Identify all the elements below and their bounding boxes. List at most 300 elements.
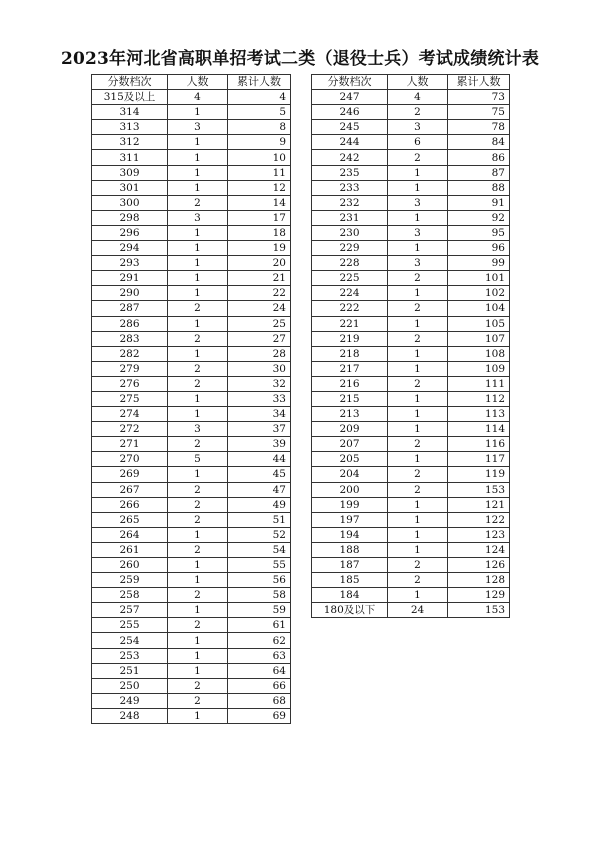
cell-count: 1 [168, 573, 228, 588]
table-header-row [92, 75, 291, 90]
cell-cumulative: 96 [448, 241, 510, 256]
cell-score-band: 301 [92, 180, 168, 195]
cell-cumulative: 24 [228, 301, 291, 316]
cell-score-band: 194 [312, 527, 388, 542]
cell-count: 1 [388, 210, 448, 225]
cell-cumulative: 153 [448, 603, 510, 618]
table-row [92, 452, 291, 467]
table-row [312, 316, 510, 331]
cell-count: 2 [168, 512, 228, 527]
table-row [92, 422, 291, 437]
cell-count: 2 [388, 558, 448, 573]
cell-score-band: 247 [312, 90, 388, 105]
table-row [92, 558, 291, 573]
cell-count: 1 [168, 648, 228, 663]
cell-count: 2 [388, 482, 448, 497]
cell-score-band: 229 [312, 241, 388, 256]
cell-score-band: 272 [92, 422, 168, 437]
cell-score-band: 219 [312, 331, 388, 346]
cell-score-band: 199 [312, 497, 388, 512]
header-count: 人数 [388, 75, 448, 90]
cell-count: 1 [388, 316, 448, 331]
cell-count: 1 [168, 225, 228, 240]
cell-score-band: 298 [92, 210, 168, 225]
cell-score-band: 264 [92, 527, 168, 542]
cell-cumulative: 56 [228, 573, 291, 588]
cell-cumulative: 20 [228, 256, 291, 271]
cell-count: 4 [388, 90, 448, 105]
table-row [92, 693, 291, 708]
table-row [92, 663, 291, 678]
cell-count: 2 [168, 331, 228, 346]
cell-score-band: 261 [92, 542, 168, 557]
cell-score-band: 224 [312, 286, 388, 301]
cell-score-band: 271 [92, 437, 168, 452]
table-row [312, 512, 510, 527]
cell-score-band: 242 [312, 150, 388, 165]
cell-cumulative: 19 [228, 241, 291, 256]
header-count: 人数 [168, 75, 228, 90]
cell-cumulative: 95 [448, 225, 510, 240]
cell-cumulative: 113 [448, 407, 510, 422]
cell-count: 2 [168, 437, 228, 452]
cell-score-band: 300 [92, 195, 168, 210]
table-row [312, 301, 510, 316]
cell-cumulative: 14 [228, 195, 291, 210]
cell-count: 2 [388, 301, 448, 316]
cell-cumulative: 68 [228, 693, 291, 708]
table-row [312, 256, 510, 271]
table-row [312, 105, 510, 120]
cell-score-band: 205 [312, 452, 388, 467]
table-row [312, 90, 510, 105]
cell-cumulative: 34 [228, 407, 291, 422]
cell-count: 1 [388, 588, 448, 603]
table-row [312, 195, 510, 210]
cell-score-band: 197 [312, 512, 388, 527]
cell-count: 2 [388, 331, 448, 346]
cell-count: 1 [168, 663, 228, 678]
cell-cumulative: 111 [448, 376, 510, 391]
cell-score-band: 267 [92, 482, 168, 497]
table-row [92, 573, 291, 588]
table-row [92, 180, 291, 195]
header-score-band: 分数档次 [92, 75, 168, 90]
table-row [312, 135, 510, 150]
cell-cumulative: 39 [228, 437, 291, 452]
cell-count: 1 [388, 542, 448, 557]
table-row [92, 618, 291, 633]
cell-score-band: 221 [312, 316, 388, 331]
cell-score-band: 275 [92, 391, 168, 406]
cell-cumulative: 30 [228, 361, 291, 376]
table-row [312, 407, 510, 422]
table-row [92, 271, 291, 286]
table-row [312, 225, 510, 240]
cell-cumulative: 17 [228, 210, 291, 225]
cell-cumulative: 121 [448, 497, 510, 512]
table-row [312, 271, 510, 286]
score-table-right [311, 74, 510, 618]
table-row [312, 180, 510, 195]
cell-count: 1 [388, 346, 448, 361]
cell-count: 4 [168, 90, 228, 105]
table-row [92, 678, 291, 693]
table-row [312, 376, 510, 391]
table-row [92, 648, 291, 663]
cell-cumulative: 112 [448, 391, 510, 406]
cell-count: 2 [168, 301, 228, 316]
cell-cumulative: 44 [228, 452, 291, 467]
header-cumulative: 累计人数 [228, 75, 291, 90]
cell-cumulative: 51 [228, 512, 291, 527]
cell-count: 1 [388, 286, 448, 301]
cell-cumulative: 61 [228, 618, 291, 633]
cell-count: 1 [388, 165, 448, 180]
cell-cumulative: 107 [448, 331, 510, 346]
table-row [92, 165, 291, 180]
table-row [312, 422, 510, 437]
cell-cumulative: 78 [448, 120, 510, 135]
cell-cumulative: 12 [228, 180, 291, 195]
table-row [92, 346, 291, 361]
cell-cumulative: 66 [228, 678, 291, 693]
table-row [92, 467, 291, 482]
table-row [92, 376, 291, 391]
table-row [92, 497, 291, 512]
cell-cumulative: 21 [228, 271, 291, 286]
cell-count: 1 [168, 271, 228, 286]
cell-score-band: 253 [92, 648, 168, 663]
table-row [92, 527, 291, 542]
cell-score-band: 231 [312, 210, 388, 225]
table-row [92, 482, 291, 497]
cell-count: 1 [388, 512, 448, 527]
cell-score-band: 255 [92, 618, 168, 633]
cell-count: 1 [388, 497, 448, 512]
cell-score-band: 312 [92, 135, 168, 150]
cell-score-band: 251 [92, 663, 168, 678]
table-row [312, 573, 510, 588]
table-row [92, 241, 291, 256]
cell-cumulative: 75 [448, 105, 510, 120]
cell-score-band: 225 [312, 271, 388, 286]
table-row [312, 467, 510, 482]
table-row [92, 90, 291, 105]
cell-count: 1 [388, 422, 448, 437]
cell-count: 6 [388, 135, 448, 150]
cell-cumulative: 116 [448, 437, 510, 452]
cell-cumulative: 32 [228, 376, 291, 391]
cell-cumulative: 37 [228, 422, 291, 437]
cell-cumulative: 104 [448, 301, 510, 316]
table-row [92, 603, 291, 618]
cell-cumulative: 25 [228, 316, 291, 331]
cell-score-band: 254 [92, 633, 168, 648]
cell-cumulative: 108 [448, 346, 510, 361]
cell-count: 1 [168, 708, 228, 723]
table-row [92, 150, 291, 165]
table-row [312, 331, 510, 346]
cell-count: 1 [168, 603, 228, 618]
cell-count: 1 [168, 256, 228, 271]
cell-cumulative: 119 [448, 467, 510, 482]
cell-count: 2 [388, 573, 448, 588]
cell-score-band: 287 [92, 301, 168, 316]
cell-score-band: 232 [312, 195, 388, 210]
cell-count: 2 [168, 376, 228, 391]
cell-count: 2 [388, 271, 448, 286]
cell-cumulative: 86 [448, 150, 510, 165]
cell-score-band: 269 [92, 467, 168, 482]
table-row [312, 346, 510, 361]
cell-count: 1 [168, 180, 228, 195]
table-row [92, 301, 291, 316]
cell-count: 1 [388, 527, 448, 542]
table-row [92, 195, 291, 210]
table-row [92, 316, 291, 331]
table-row [312, 391, 510, 406]
cell-cumulative: 63 [228, 648, 291, 663]
cell-cumulative: 114 [448, 422, 510, 437]
cell-cumulative: 128 [448, 573, 510, 588]
cell-count: 3 [168, 120, 228, 135]
cell-cumulative: 153 [448, 482, 510, 497]
table-row [312, 241, 510, 256]
table-row [92, 120, 291, 135]
cell-count: 3 [388, 225, 448, 240]
cell-score-band: 313 [92, 120, 168, 135]
cell-cumulative: 122 [448, 512, 510, 527]
table-row [92, 542, 291, 557]
cell-count: 1 [168, 346, 228, 361]
cell-count: 1 [168, 558, 228, 573]
cell-cumulative: 62 [228, 633, 291, 648]
cell-count: 2 [388, 150, 448, 165]
cell-score-band: 188 [312, 542, 388, 557]
table-row [92, 437, 291, 452]
cell-score-band: 258 [92, 588, 168, 603]
cell-score-band: 207 [312, 437, 388, 452]
cell-score-band: 218 [312, 346, 388, 361]
cell-count: 2 [168, 497, 228, 512]
cell-score-band: 274 [92, 407, 168, 422]
page-title: 2023年河北省高职单招考试二类（退役士兵）考试成绩统计表 [60, 49, 540, 69]
table-row [92, 210, 291, 225]
cell-cumulative: 92 [448, 210, 510, 225]
cell-cumulative: 55 [228, 558, 291, 573]
cell-cumulative: 124 [448, 542, 510, 557]
table-row [92, 135, 291, 150]
cell-cumulative: 10 [228, 150, 291, 165]
cell-cumulative: 102 [448, 286, 510, 301]
table-row [312, 165, 510, 180]
table-row [92, 512, 291, 527]
cell-cumulative: 129 [448, 588, 510, 603]
cell-count: 1 [388, 452, 448, 467]
cell-count: 1 [168, 135, 228, 150]
table-row [92, 633, 291, 648]
cell-count: 24 [388, 603, 448, 618]
cell-cumulative: 18 [228, 225, 291, 240]
cell-cumulative: 109 [448, 361, 510, 376]
cell-count: 3 [388, 256, 448, 271]
table-row [312, 452, 510, 467]
cell-score-band: 260 [92, 558, 168, 573]
table-row [92, 225, 291, 240]
cell-score-band: 286 [92, 316, 168, 331]
table-row [312, 497, 510, 512]
cell-score-band: 315及以上 [92, 90, 168, 105]
table-row [92, 361, 291, 376]
cell-score-band: 259 [92, 573, 168, 588]
cell-cumulative: 49 [228, 497, 291, 512]
table-row [312, 150, 510, 165]
cell-score-band: 200 [312, 482, 388, 497]
cell-cumulative: 9 [228, 135, 291, 150]
table-row [312, 437, 510, 452]
cell-score-band: 250 [92, 678, 168, 693]
cell-score-band: 209 [312, 422, 388, 437]
cell-count: 1 [168, 527, 228, 542]
cell-count: 1 [168, 150, 228, 165]
cell-count: 3 [168, 422, 228, 437]
cell-count: 2 [168, 361, 228, 376]
cell-score-band: 293 [92, 256, 168, 271]
cell-score-band: 233 [312, 180, 388, 195]
cell-score-band: 294 [92, 241, 168, 256]
cell-score-band: 266 [92, 497, 168, 512]
cell-cumulative: 28 [228, 346, 291, 361]
cell-score-band: 215 [312, 391, 388, 406]
table-row [92, 331, 291, 346]
cell-count: 1 [168, 391, 228, 406]
cell-score-band: 245 [312, 120, 388, 135]
cell-count: 1 [168, 467, 228, 482]
table-row [312, 210, 510, 225]
cell-cumulative: 64 [228, 663, 291, 678]
cell-score-band: 187 [312, 558, 388, 573]
cell-count: 1 [388, 180, 448, 195]
cell-cumulative: 59 [228, 603, 291, 618]
cell-score-band: 279 [92, 361, 168, 376]
cell-cumulative: 5 [228, 105, 291, 120]
cell-score-band: 246 [312, 105, 388, 120]
cell-cumulative: 91 [448, 195, 510, 210]
cell-count: 1 [168, 165, 228, 180]
cell-score-band: 184 [312, 588, 388, 603]
cell-cumulative: 11 [228, 165, 291, 180]
cell-count: 2 [168, 195, 228, 210]
cell-cumulative: 52 [228, 527, 291, 542]
cell-score-band: 230 [312, 225, 388, 240]
cell-score-band: 276 [92, 376, 168, 391]
cell-score-band: 244 [312, 135, 388, 150]
cell-count: 1 [168, 633, 228, 648]
cell-cumulative: 126 [448, 558, 510, 573]
cell-count: 2 [388, 467, 448, 482]
cell-cumulative: 54 [228, 542, 291, 557]
cell-score-band: 222 [312, 301, 388, 316]
cell-cumulative: 105 [448, 316, 510, 331]
table-row [92, 105, 291, 120]
cell-count: 1 [388, 391, 448, 406]
table-row [312, 482, 510, 497]
cell-count: 1 [388, 241, 448, 256]
cell-count: 2 [168, 693, 228, 708]
cell-score-band: 235 [312, 165, 388, 180]
cell-count: 2 [168, 618, 228, 633]
table-row [92, 256, 291, 271]
cell-score-band: 291 [92, 271, 168, 286]
table-row [312, 542, 510, 557]
cell-count: 3 [168, 210, 228, 225]
table-row [92, 391, 291, 406]
table-row [312, 527, 510, 542]
cell-cumulative: 88 [448, 180, 510, 195]
cell-count: 3 [388, 120, 448, 135]
cell-cumulative: 47 [228, 482, 291, 497]
cell-count: 2 [388, 105, 448, 120]
table-header-row [312, 75, 510, 90]
cell-count: 1 [168, 286, 228, 301]
cell-count: 1 [388, 361, 448, 376]
cell-count: 1 [168, 407, 228, 422]
cell-count: 2 [168, 588, 228, 603]
cell-cumulative: 58 [228, 588, 291, 603]
cell-score-band: 296 [92, 225, 168, 240]
cell-cumulative: 27 [228, 331, 291, 346]
cell-score-band: 311 [92, 150, 168, 165]
cell-score-band: 180及以下 [312, 603, 388, 618]
cell-cumulative: 33 [228, 391, 291, 406]
table-row [312, 286, 510, 301]
cell-count: 1 [388, 407, 448, 422]
table-row [92, 588, 291, 603]
table-row [92, 286, 291, 301]
cell-cumulative: 84 [448, 135, 510, 150]
header-score-band: 分数档次 [312, 75, 388, 90]
cell-score-band: 213 [312, 407, 388, 422]
cell-score-band: 314 [92, 105, 168, 120]
cell-cumulative: 69 [228, 708, 291, 723]
table-row [92, 407, 291, 422]
cell-count: 5 [168, 452, 228, 467]
cell-count: 2 [168, 542, 228, 557]
cell-count: 2 [168, 482, 228, 497]
cell-score-band: 248 [92, 708, 168, 723]
cell-score-band: 283 [92, 331, 168, 346]
table-row [312, 558, 510, 573]
cell-score-band: 249 [92, 693, 168, 708]
cell-score-band: 217 [312, 361, 388, 376]
cell-score-band: 185 [312, 573, 388, 588]
cell-score-band: 228 [312, 256, 388, 271]
cell-count: 1 [168, 105, 228, 120]
cell-count: 1 [168, 316, 228, 331]
cell-score-band: 257 [92, 603, 168, 618]
cell-cumulative: 8 [228, 120, 291, 135]
cell-score-band: 265 [92, 512, 168, 527]
cell-cumulative: 73 [448, 90, 510, 105]
cell-score-band: 282 [92, 346, 168, 361]
cell-score-band: 270 [92, 452, 168, 467]
cell-count: 1 [168, 241, 228, 256]
cell-cumulative: 99 [448, 256, 510, 271]
cell-cumulative: 101 [448, 271, 510, 286]
cell-score-band: 309 [92, 165, 168, 180]
cell-cumulative: 123 [448, 527, 510, 542]
